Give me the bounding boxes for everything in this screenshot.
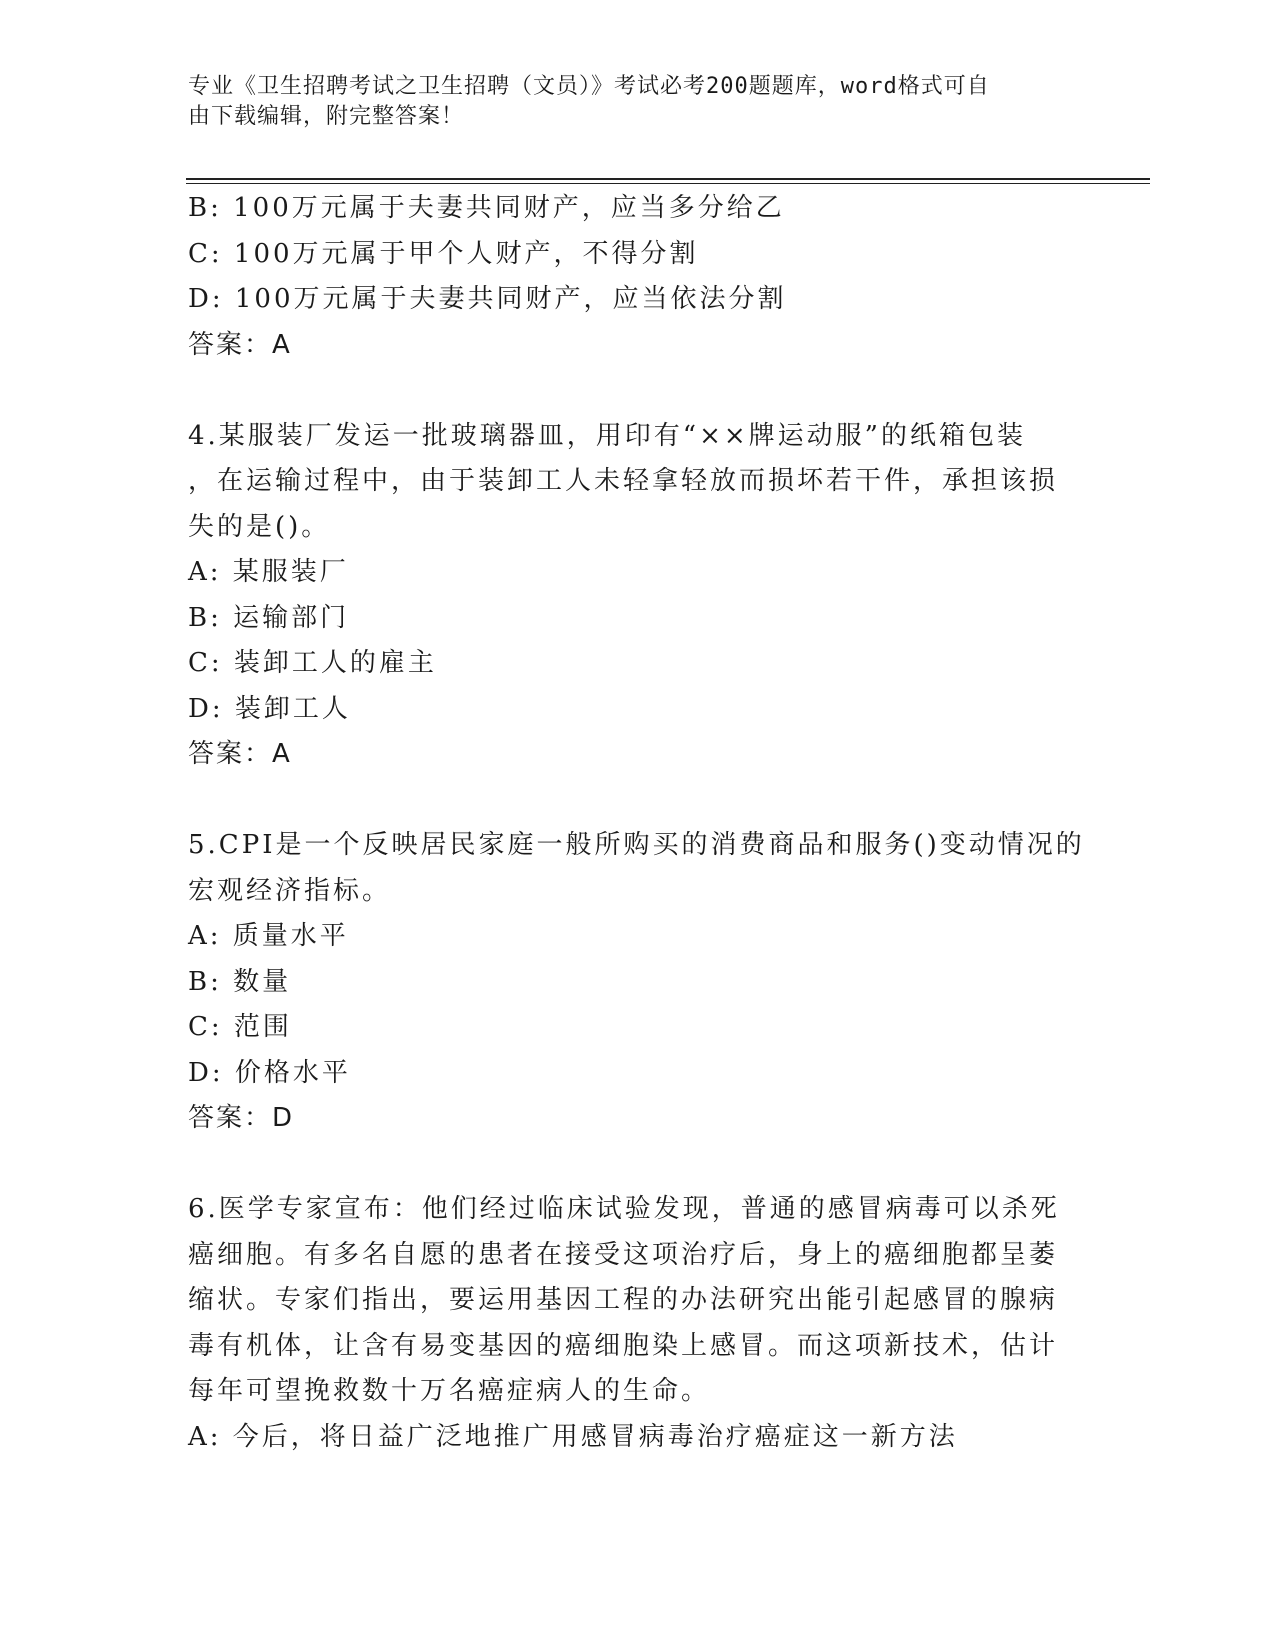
question-stem-line: 4.某服装厂发运一批玻璃器皿，用印有“××牌运动服”的纸箱包装 bbox=[188, 420, 1026, 451]
question-6 bbox=[188, 1187, 1088, 1460]
option-b: B: 100万元属于夫妻共同财产，应当多分给乙 bbox=[188, 193, 785, 223]
question-list bbox=[188, 186, 1088, 1460]
option-c: C: 装卸工人的雇主 bbox=[188, 648, 437, 678]
header-line-2: 由下载编辑，附完整答案！ bbox=[188, 104, 465, 129]
spacer bbox=[188, 1142, 1088, 1188]
answer-line: 答案：D bbox=[188, 1103, 295, 1133]
document-header bbox=[188, 72, 1068, 132]
header-rule-thick bbox=[186, 178, 1150, 180]
option-b: B: 运输部门 bbox=[188, 602, 350, 633]
option-a: A: 某服装厂 bbox=[188, 557, 349, 587]
question-stem-line: 5.CPI是一个反映居民家庭一般所购买的消费商品和服务()变动情况的 bbox=[188, 830, 1085, 860]
question-4 bbox=[188, 414, 1088, 778]
question-stem-line: 6.医学专家宣布：他们经过临床试验发现，普通的感冒病毒可以杀死 bbox=[188, 1194, 1060, 1224]
option-c: C: 范围 bbox=[188, 1012, 292, 1042]
option-d: D: 价格水平 bbox=[188, 1057, 351, 1088]
answer-line: 答案：A bbox=[188, 739, 292, 769]
question-stem-line: 每年可望挽救数十万名癌症病人的生命。 bbox=[188, 1376, 711, 1406]
header-rule-thin bbox=[186, 183, 1150, 184]
answer-line: 答案：A bbox=[188, 329, 292, 360]
option-c: C: 100万元属于甲个人财产，不得分割 bbox=[188, 238, 699, 269]
question-5 bbox=[188, 823, 1088, 1142]
option-a: A: 质量水平 bbox=[188, 921, 349, 951]
question-stem-line: 缩状。专家们指出，要运用基因工程的办法研究出能引起感冒的腺病 bbox=[188, 1285, 1059, 1315]
question-stem-line: 毒有机体，让含有易变基因的癌细胞染上感冒。而这项新技术，估计 bbox=[188, 1330, 1059, 1361]
header-line-1: 专业《卫生招聘考试之卫生招聘（文员）》考试必考200题题库，word格式可自 bbox=[188, 74, 990, 99]
option-d: D: 装卸工人 bbox=[188, 693, 351, 724]
question-stem-line: 失的是()。 bbox=[188, 511, 331, 542]
option-a: A: 今后，将日益广泛地推广用感冒病毒治疗癌症这一新方法 bbox=[188, 1421, 958, 1452]
spacer bbox=[188, 778, 1088, 824]
question-stem-line: 癌细胞。有多名自愿的患者在接受这项治疗后，身上的癌细胞都呈萎 bbox=[188, 1239, 1059, 1270]
question-stem-line: ，在运输过程中，由于装卸工人未轻拿轻放而损坏若干件，承担该损 bbox=[188, 466, 1059, 496]
option-d: D: 100万元属于夫妻共同财产，应当依法分割 bbox=[188, 284, 787, 314]
question-stem-line: 宏观经济指标。 bbox=[188, 875, 392, 906]
spacer bbox=[188, 368, 1088, 414]
question-3-continued bbox=[188, 186, 1088, 368]
option-b: B: 数量 bbox=[188, 966, 292, 997]
